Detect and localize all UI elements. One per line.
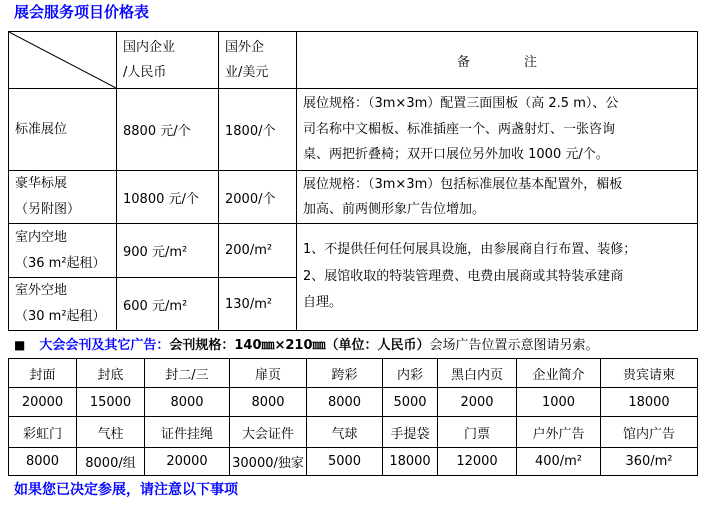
ad-name-cell: 跨彩 — [307, 359, 383, 388]
row-remarks: 展位规格：（3m×3m）配置三面围板（高 2.5 m）、公 司名称中文楣板、标准插座一个、两盏射灯、一张咨询 桌、两把折叠椅；双开口展位另外加收 1000 元/个。 — [297, 89, 698, 171]
ad-name-cell: 户外广告 — [517, 417, 601, 448]
booth-price-table — [8, 31, 698, 331]
ad-price-cell: 5000 — [383, 388, 438, 417]
row-item: 室外空地 （30 m²起租） — [9, 278, 117, 331]
ad-price-cell: 1000 — [517, 388, 601, 417]
row-remarks: 展位规格：（3m×3m）包括标准展位基本配置外，楣板 加高、前两侧形象广告位增加。 — [297, 171, 698, 224]
diagonal-line — [9, 32, 116, 88]
ad-price-cell: 5000 — [307, 448, 383, 476]
row-item: 室内空地 （36 m²起租） — [9, 224, 117, 278]
ad-name-cell: 贵宾请柬 — [601, 359, 698, 388]
table-row — [9, 171, 698, 224]
ad-price-cell: 15000 — [77, 388, 145, 417]
ad-price-cell: 12000 — [438, 448, 517, 476]
ad-price-cell: 8000 — [145, 388, 230, 417]
row-item: 标准展位 — [9, 89, 117, 171]
ads-name-row — [9, 417, 698, 448]
ad-name-cell: 内彩 — [383, 359, 438, 388]
row-foreign-price: 130/m² — [219, 278, 297, 331]
ad-price-cell: 20000 — [9, 388, 77, 417]
header-foreign: 国外企 业/美元 — [219, 32, 297, 89]
table-row — [9, 89, 698, 171]
ad-price-cell: 8000 — [9, 448, 77, 476]
ad-price-cell: 30000/独家 — [230, 448, 307, 476]
ad-name-cell: 封二/三 — [145, 359, 230, 388]
ad-price-cell: 360/m² — [601, 448, 698, 476]
header-domestic: 国内企业 /人民币 — [117, 32, 219, 89]
row-item: 豪华标展 （另附图） — [9, 171, 117, 224]
row-domestic-price: 10800 元/个 — [117, 171, 219, 224]
ad-name-cell: 气球 — [307, 417, 383, 448]
ad-name-cell: 大会证件 — [230, 417, 307, 448]
table-header-row — [9, 32, 698, 89]
ad-name-cell: 馆内广告 — [601, 417, 698, 448]
ad-name-cell: 扉页 — [230, 359, 307, 388]
ad-name-cell: 气柱 — [77, 417, 145, 448]
ads-price-table — [8, 358, 698, 476]
ad-name-cell: 彩虹门 — [9, 417, 77, 448]
page-title: 展会服务项目价格表 — [14, 3, 150, 21]
ad-name-cell: 黑白内页 — [438, 359, 517, 388]
ads-section-heading — [14, 336, 599, 354]
ad-name-cell: 封面 — [9, 359, 77, 388]
ad-price-cell: 18000 — [601, 388, 698, 417]
ad-name-cell: 封底 — [77, 359, 145, 388]
ad-name-cell: 手提袋 — [383, 417, 438, 448]
ad-price-cell: 8000/组 — [77, 448, 145, 476]
ads-price-row — [9, 388, 698, 417]
space-remarks: 1、不提供任何任何展具设施，由参展商自行布置、装修； 2、展馆收取的特装管理费、电费由展商或其特装承建商 自理。 — [297, 224, 698, 331]
row-foreign-price: 2000/个 — [219, 171, 297, 224]
ads-note: 会场广告位置示意图请另索。 — [429, 338, 599, 353]
ad-name-cell: 证件挂绳 — [145, 417, 230, 448]
ad-name-cell: 企业简介 — [517, 359, 601, 388]
ads-price-row — [9, 448, 698, 476]
ad-price-cell: 20000 — [145, 448, 230, 476]
diagonal-header-cell — [9, 32, 117, 89]
square-bullet-icon: ■ — [14, 338, 26, 352]
ads-spec: 会刊规格：140㎜×210㎜（单位：人民币） — [169, 338, 430, 353]
footer-note: 如果您已决定参展，请注意以下事项 — [14, 482, 238, 498]
row-domestic-price: 8800 元/个 — [117, 89, 219, 171]
ads-heading: 大会会刊及其它广告： — [39, 338, 170, 353]
row-domestic-price: 600 元/m² — [117, 278, 219, 331]
ad-price-cell: 8000 — [307, 388, 383, 417]
ad-price-cell: 18000 — [383, 448, 438, 476]
ad-name-cell: 门票 — [438, 417, 517, 448]
ad-price-cell: 2000 — [438, 388, 517, 417]
table-row — [9, 224, 698, 278]
row-domestic-price: 900 元/m² — [117, 224, 219, 278]
header-remarks: 备注 — [297, 32, 698, 89]
ads-name-row — [9, 359, 698, 388]
ad-price-cell: 400/m² — [517, 448, 601, 476]
row-foreign-price: 200/m² — [219, 224, 297, 278]
ad-price-cell: 8000 — [230, 388, 307, 417]
row-foreign-price: 1800/个 — [219, 89, 297, 171]
